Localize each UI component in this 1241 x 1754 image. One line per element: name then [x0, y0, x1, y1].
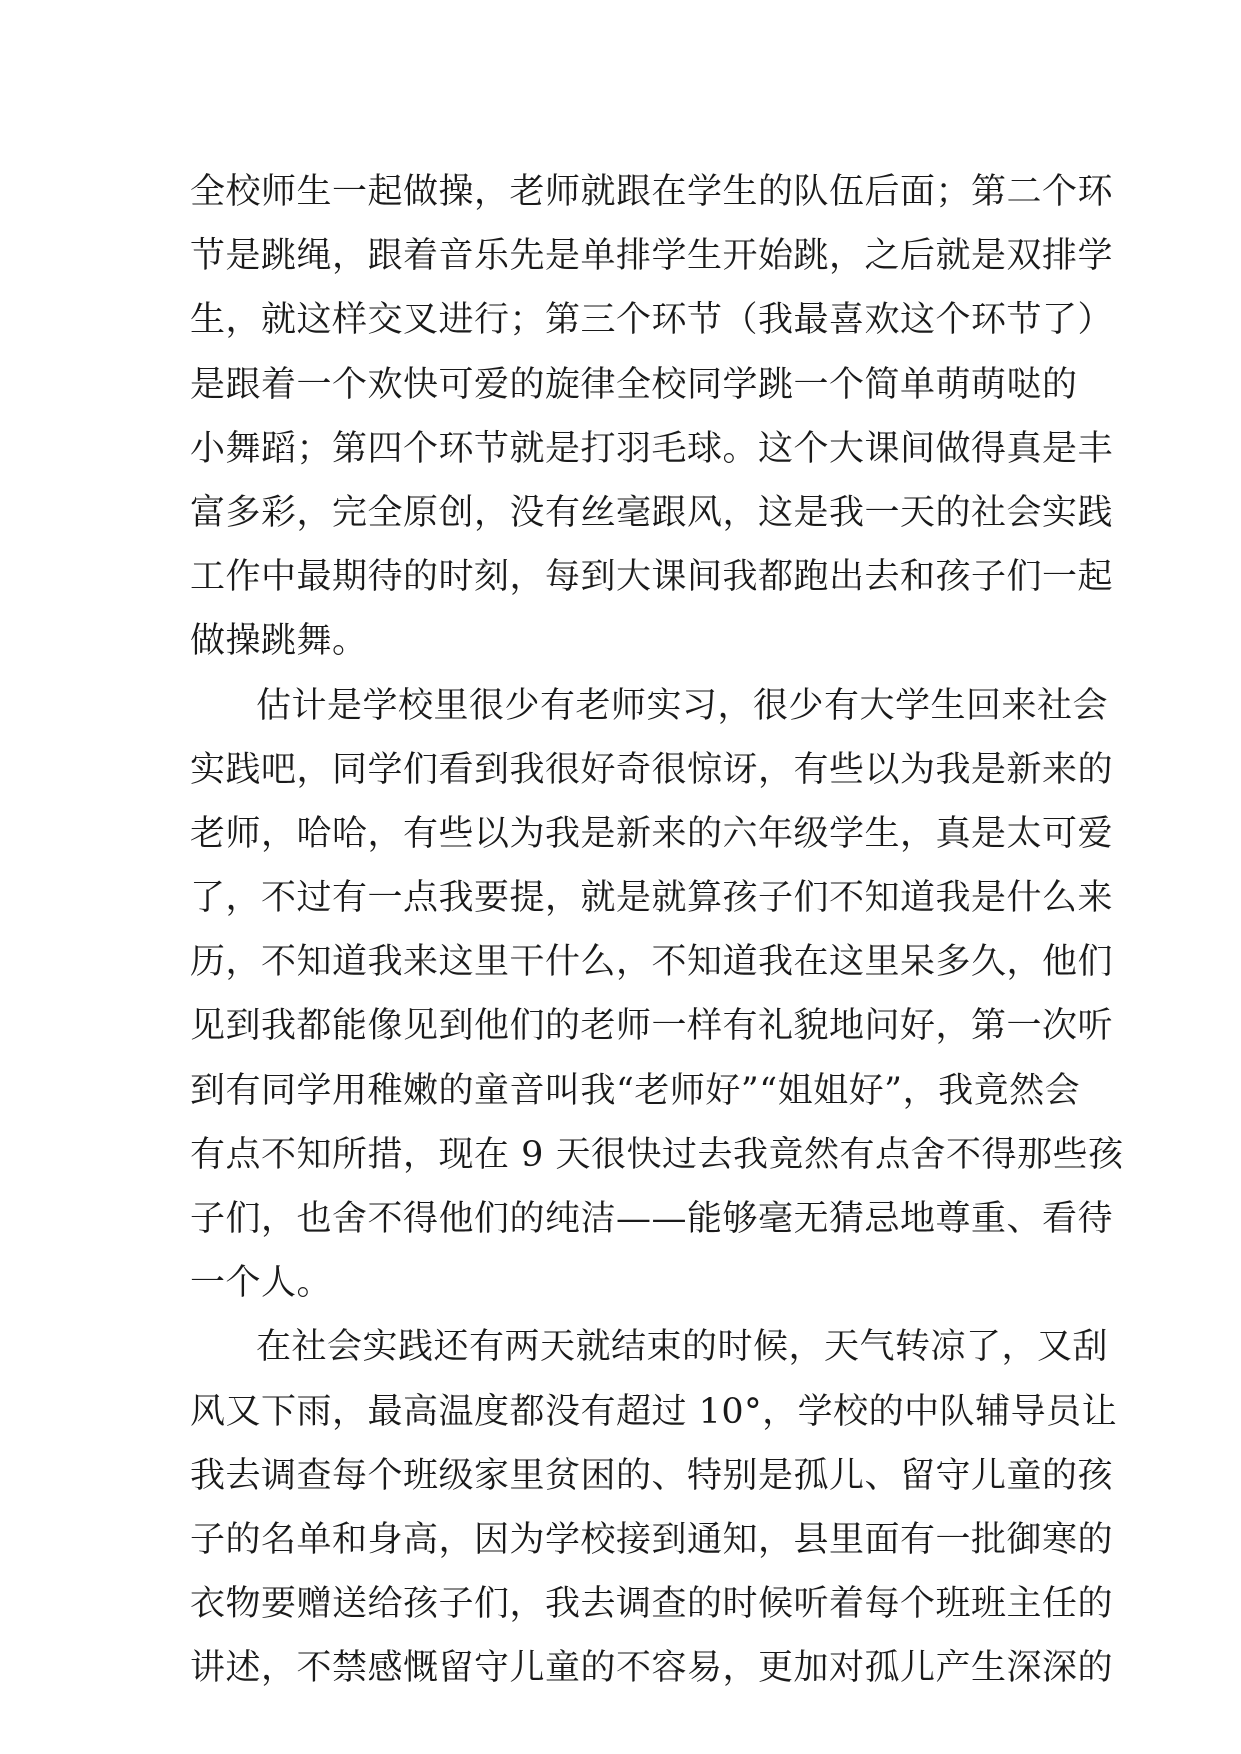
text-line: 了，不过有一点我要提，就是就算孩子们不知道我是什么来	[190, 878, 1114, 919]
text-line: 子们，也舍不得他们的纯洁——能够毫无猜忌地尊重、看待	[190, 1199, 1114, 1239]
body-text	[190, 160, 1124, 1701]
text-line: 实践吧，同学们看到我很好奇很惊讶，有些以为我是新来的	[190, 749, 1114, 790]
text-line: 是跟着一个欢快可爱的旋律全校同学跳一个简单萌萌哒的	[190, 364, 1078, 405]
text-line: 衣物要赠送给孩子们，我去调查的时候听着每个班班主任的	[190, 1584, 1114, 1625]
text-line: 节是跳绳，跟着音乐先是单排学生开始跳，之后就是双排学	[190, 236, 1114, 277]
text-line: 老师，哈哈，有些以为我是新来的六年级学生，真是太可爱	[190, 813, 1114, 854]
text-line: 生，就这样交叉进行；第三个环节（我最喜欢这个环节了）	[190, 300, 1114, 341]
text-line: 富多彩，完全原创，没有丝毫跟风，这是我一天的社会实践	[190, 492, 1114, 533]
paragraph-first-line: 在社会实践还有两天就结束的时候，天气转凉了，又刮	[256, 1327, 1109, 1368]
text-line: 小舞蹈；第四个环节就是打羽毛球。这个大课间做得真是丰	[190, 428, 1114, 469]
text-line: 我去调查每个班级家里贫困的、特别是孤儿、留守儿童的孩	[190, 1455, 1114, 1496]
text-line: 讲述，不禁感慨留守儿童的不容易，更加对孤儿产生深深的	[190, 1648, 1114, 1689]
paragraph-first-line: 估计是学校里很少有老师实习，很少有大学生回来社会	[256, 685, 1109, 726]
text-line: 有点不知所措，现在 9 天很快过去我竟然有点舍不得那些孩	[190, 1134, 1124, 1175]
text-line: 子的名单和身高，因为学校接到通知，县里面有一批御寒的	[190, 1519, 1114, 1560]
text-line: 工作中最期待的时刻，每到大课间我都跑出去和孩子们一起	[190, 557, 1114, 598]
text-line: 见到我都能像见到他们的老师一样有礼貌地问好，第一次听	[190, 1006, 1114, 1047]
text-line: 全校师生一起做操，老师就跟在学生的队伍后面；第二个环	[190, 172, 1114, 212]
text-line: 历，不知道我来这里干什么，不知道我在这里呆多久，他们	[190, 942, 1114, 983]
text-line: 风又下雨，最高温度都没有超过 10°，学校的中队辅导员让	[190, 1391, 1118, 1432]
text-line: 到有同学用稚嫩的童音叫我“老师好”“姐姐好”，我竟然会	[190, 1070, 1081, 1111]
text-line: 做操跳舞。	[190, 621, 368, 662]
text-line: 一个人。	[190, 1263, 333, 1304]
